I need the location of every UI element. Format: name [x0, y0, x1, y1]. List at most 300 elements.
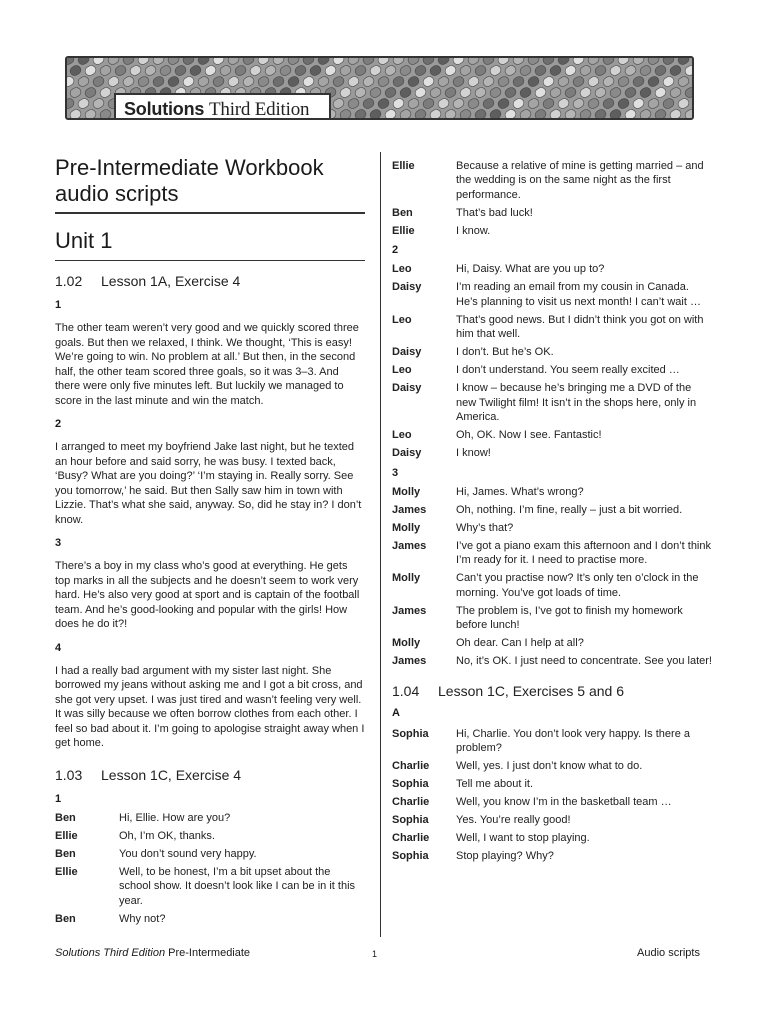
pattern-pill	[196, 58, 210, 66]
pattern-pill	[331, 58, 345, 66]
part-number: 3	[392, 466, 399, 479]
speaker-name: James	[392, 503, 427, 516]
pattern-pill	[68, 108, 82, 120]
dialogue-line	[392, 795, 712, 810]
script-paragraph: There’s a boy in my class who’s good at everything. He gets top marks in all the subjects and he doesn’t seem to work very hard. He’s also very good at sport and is captain of the football team. And he’s good-looking and popular with the girls! How does he do it?!	[55, 560, 360, 630]
pattern-pill	[271, 75, 285, 88]
pattern-pill	[121, 75, 135, 88]
pattern-pill	[98, 108, 112, 120]
dialogue-line	[392, 224, 712, 239]
pattern-pill	[98, 86, 112, 99]
pattern-pill	[533, 108, 547, 120]
pattern-pill	[473, 108, 487, 120]
pattern-pill	[526, 58, 540, 66]
pattern-pill	[143, 64, 157, 77]
pattern-pill	[368, 86, 382, 99]
dialogue-line	[392, 280, 712, 309]
dialogue-text: I don’t. But he’s OK.	[456, 346, 554, 358]
speaker-name: Sophia	[392, 850, 429, 862]
pattern-pill	[106, 75, 120, 88]
pattern-pill	[511, 75, 525, 88]
pattern-pill	[338, 108, 352, 120]
part-number: 1	[55, 299, 62, 311]
pattern-pill	[601, 75, 615, 88]
pattern-pill	[376, 75, 390, 88]
pattern-pill	[91, 97, 105, 110]
speaker-name: Sophia	[392, 778, 429, 790]
speaker-name: Molly	[392, 637, 421, 649]
pattern-pill	[113, 64, 127, 77]
pattern-pill	[406, 58, 420, 66]
pattern-pill	[256, 75, 270, 88]
pattern-pill	[181, 75, 195, 88]
dialogue-text: No, it’s OK. I just need to concentrate. See you later!	[456, 655, 712, 667]
pattern-pill	[428, 108, 442, 120]
dialogue-text: Well, you know I’m in the basketball team …	[456, 796, 672, 808]
pattern-pill	[451, 58, 465, 66]
pattern-pill	[616, 58, 630, 66]
dialogue-text: I’ve got a piano exam this afternoon and I don’t think I’m ready for it. I need to practise more.	[456, 539, 711, 566]
pattern-pill	[346, 97, 360, 110]
pattern-pill	[331, 75, 345, 88]
dialogue-text: I know – because he’s bringing me a DVD of the new Twilight film! It isn’t in the shops here, only in America.	[456, 382, 697, 423]
pattern-pill	[196, 75, 210, 88]
pattern-pill	[578, 64, 592, 77]
dialogue-text: Hi, James. What’s wrong?	[456, 485, 584, 498]
pattern-pill	[571, 75, 585, 88]
exercise-heading: 1.03 Lesson 1C, Exercise 4	[55, 766, 242, 783]
pattern-pill	[173, 64, 187, 77]
speaker-name: Daisy	[392, 281, 422, 293]
pattern-pill	[661, 75, 675, 88]
pattern-pill	[383, 108, 397, 120]
dialogue-line	[55, 865, 365, 909]
speaker-name: James	[392, 539, 427, 552]
pattern-pill	[638, 86, 652, 99]
pattern-pill	[83, 86, 97, 99]
dialogue-line	[392, 727, 712, 756]
pattern-pill	[653, 64, 667, 77]
pattern-pill	[586, 97, 600, 110]
pattern-pill	[413, 108, 427, 120]
pattern-pill	[683, 108, 694, 120]
dialogue-text: Because a relative of mine is getting married – and the wedding is on the same night as the first performance.	[456, 159, 704, 201]
pattern-pill	[458, 108, 472, 120]
speaker-name: Leo	[392, 364, 412, 376]
speaker-name: Leo	[392, 429, 412, 441]
dialogue-line	[392, 849, 712, 864]
speaker-name: Sophia	[392, 814, 429, 826]
pattern-pill	[391, 58, 405, 66]
pattern-pill	[76, 97, 90, 110]
speaker-name: Charlie	[392, 832, 430, 844]
part-number: 2	[55, 418, 62, 430]
pattern-pill	[361, 75, 375, 88]
pattern-pill	[541, 97, 555, 110]
pattern-pill	[83, 64, 97, 77]
exercise-heading: 1.04 Lesson 1C, Exercises 5 and 6	[392, 682, 624, 699]
pattern-pill	[541, 58, 555, 66]
pattern-pill	[421, 97, 435, 110]
pattern-pill	[563, 86, 577, 99]
pattern-pill	[503, 108, 517, 120]
dialogue-text: Why’s that?	[456, 521, 514, 534]
pattern-pill	[203, 64, 217, 77]
speaker-name: Ben	[55, 912, 76, 925]
dialogue-line	[392, 313, 712, 342]
pattern-pill	[346, 75, 360, 88]
footer-title: Solutions Third Edition Pre-Intermediate	[55, 947, 251, 959]
pattern-pill	[286, 58, 300, 66]
pattern-pill	[533, 64, 547, 77]
dialogue-line	[392, 654, 712, 669]
speaker-name: Charlie	[392, 796, 430, 808]
column-divider	[380, 152, 381, 937]
pattern-pill	[608, 86, 622, 99]
pattern-pill	[676, 58, 690, 66]
pattern-pill	[653, 86, 667, 99]
pattern-pill	[271, 58, 285, 66]
pattern-pill	[518, 86, 532, 99]
pattern-pill	[67, 58, 76, 66]
dialogue-line	[392, 262, 712, 277]
part-number: 4	[55, 641, 62, 654]
pattern-pill	[121, 58, 135, 66]
script-paragraph: I had a really bad argument with my sister last night. She borrowed my jeans without asking me and I got a bit cross, and she got very upset. I was just tired and wasn’t feeling very well. It was silly because we often borrow clothes from each other. I feel so bad about it. I’m going to apologise straight away when I get home.	[55, 664, 365, 749]
pattern-pill	[443, 86, 457, 99]
pattern-pill	[398, 108, 412, 120]
pattern-pill	[263, 64, 277, 77]
pattern-pill	[601, 97, 615, 110]
pattern-pill	[578, 86, 592, 99]
pattern-pill	[638, 64, 652, 77]
pattern-pill	[76, 75, 90, 88]
pattern-pill	[511, 58, 525, 66]
speaker-name: Ben	[392, 206, 413, 219]
dialogue-text: I’m reading an email from my cousin in Canada. He’s planning to visit us next month! I can’t wait …	[456, 281, 701, 308]
pattern-pill	[443, 64, 457, 77]
pattern-pill	[383, 86, 397, 99]
dialogue-line	[55, 847, 365, 862]
speaker-name: Molly	[392, 572, 421, 584]
dialogue-text: I know!	[456, 447, 491, 459]
pattern-pill	[158, 64, 172, 77]
dialogue-text: I know.	[456, 224, 491, 237]
pattern-pill	[361, 58, 375, 66]
dialogue-text: Oh, nothing. I’m fine, really – just a bit worried.	[456, 503, 683, 516]
speaker-name: Daisy	[392, 346, 422, 358]
speaker-name: Ellie	[55, 865, 78, 878]
pattern-pill	[323, 64, 337, 77]
dialogue-text: Well, yes. I just don’t know what to do.	[456, 760, 643, 772]
pattern-pill	[691, 75, 694, 88]
dialogue-line	[392, 831, 712, 846]
pattern-pill	[548, 64, 562, 77]
pattern-pill	[188, 64, 202, 77]
dialogue-text: That’s good news. But I didn’t think you got on with him that well.	[456, 313, 704, 340]
speaker-name: Molly	[392, 485, 421, 498]
pattern-pill	[511, 97, 525, 110]
speaker-name: James	[392, 604, 427, 617]
dialogue-line	[392, 446, 712, 461]
pattern-pill	[376, 97, 390, 110]
part-number: 3	[55, 537, 62, 549]
dialogue-line	[392, 636, 712, 651]
pattern-pill	[571, 97, 585, 110]
pattern-pill	[616, 75, 630, 88]
pattern-pill	[571, 58, 585, 66]
pattern-pill	[451, 97, 465, 110]
pattern-pill	[466, 97, 480, 110]
pattern-pill	[608, 108, 622, 120]
dialogue-text: Well, to be honest, I’m a bit upset about the school show. It doesn’t look like I can be in it this year.	[119, 865, 356, 907]
document-title: Pre-Intermediate Workbook audio scripts	[55, 155, 324, 206]
dialogue-line	[392, 759, 712, 774]
pattern-pill	[548, 108, 562, 120]
pattern-pill	[631, 97, 645, 110]
dialogue-text: Can’t you practise now? It’s only ten o’clock in the morning. You’ve got loads of time.	[456, 572, 699, 599]
pattern-pill	[211, 75, 225, 88]
pattern-pill	[406, 75, 420, 88]
pattern-pill	[436, 58, 450, 66]
dialogue-line	[392, 485, 712, 500]
pattern-pill	[301, 75, 315, 88]
pattern-pill	[428, 86, 442, 99]
dialogue-text: Yes. You’re really good!	[456, 814, 571, 826]
speaker-name: Leo	[392, 263, 412, 275]
pattern-pill	[91, 58, 105, 66]
pattern-pill	[526, 97, 540, 110]
pattern-pill	[623, 64, 637, 77]
speaker-name: Ben	[55, 811, 76, 824]
dialogue-line	[392, 503, 712, 518]
pattern-pill	[458, 64, 472, 77]
pattern-pill	[593, 64, 607, 77]
pattern-pill	[481, 58, 495, 66]
pattern-pill	[503, 86, 517, 99]
pattern-pill	[83, 108, 97, 120]
pattern-pill	[451, 75, 465, 88]
dialogue-line	[392, 571, 712, 600]
right-column	[392, 155, 712, 864]
pattern-pill	[91, 75, 105, 88]
dialogue-line	[392, 604, 712, 633]
script-paragraph: The other team weren’t very good and we quickly scored three goals. But then we relaxed, I think. We thought, ‘This is easy! We’re going to win. No problem at all.’ But then, in the second half, the other team scored three goals, so it was 3–3. And there were only five minutes left. But luckily we managed to score in the last minute and win the match.	[55, 322, 359, 407]
pattern-pill	[67, 75, 76, 88]
pattern-pill	[226, 75, 240, 88]
pattern-pill	[668, 108, 682, 120]
speaker-name: Daisy	[392, 382, 422, 394]
pattern-pill	[691, 97, 694, 110]
dialogue-text: Hi, Daisy. What are you up to?	[456, 263, 605, 275]
speaker-name: Molly	[392, 521, 421, 534]
pattern-pill	[391, 97, 405, 110]
pattern-pill	[676, 75, 690, 88]
pattern-pill	[661, 58, 675, 66]
pattern-pill	[466, 75, 480, 88]
dialogue-line	[392, 363, 712, 378]
pattern-pill	[556, 75, 570, 88]
pattern-pill	[376, 58, 390, 66]
pattern-pill	[691, 58, 694, 66]
pattern-pill	[488, 108, 502, 120]
pattern-pill	[608, 64, 622, 77]
pattern-pill	[331, 97, 345, 110]
pattern-pill	[68, 86, 82, 99]
pattern-pill	[488, 86, 502, 99]
dialogue-text: I don’t understand. You seem really excited …	[456, 364, 680, 376]
pattern-pill	[661, 97, 675, 110]
speaker-name: Daisy	[392, 447, 422, 459]
pattern-pill	[676, 97, 690, 110]
dialogue-text: Oh dear. Can I help at all?	[456, 637, 584, 649]
page-number: 1	[372, 949, 378, 959]
pattern-pill	[383, 64, 397, 77]
pattern-pill	[316, 75, 330, 88]
dialogue-text: Oh, OK. Now I see. Fantastic!	[456, 429, 602, 441]
pattern-pill	[548, 86, 562, 99]
pattern-pill	[256, 58, 270, 66]
pattern-pill	[481, 97, 495, 110]
pattern-pill	[436, 75, 450, 88]
left-column	[55, 155, 365, 926]
title-rule	[55, 212, 365, 214]
pattern-pill	[181, 58, 195, 66]
pattern-pill	[646, 97, 660, 110]
dialogue-line	[392, 206, 712, 221]
dialogue-line	[392, 428, 712, 443]
part-number: 2	[392, 244, 399, 256]
pattern-pill	[413, 86, 427, 99]
unit-title: Unit 1	[55, 228, 113, 253]
speaker-name: Ellie	[55, 829, 78, 842]
pattern-pill	[151, 75, 165, 88]
pattern-pill	[593, 86, 607, 99]
pattern-pill	[286, 75, 300, 88]
dialogue-text: You don’t sound very happy.	[119, 847, 257, 860]
pattern-pill	[646, 58, 660, 66]
pattern-pill	[563, 108, 577, 120]
pattern-pill	[586, 58, 600, 66]
pattern-pill	[631, 75, 645, 88]
exercise-heading: 1.02 Lesson 1A, Exercise 4	[55, 273, 241, 289]
pattern-pill	[361, 97, 375, 110]
pattern-pill	[106, 58, 120, 66]
speaker-name: Charlie	[392, 760, 430, 772]
pattern-pill	[541, 75, 555, 88]
speaker-name: Ellie	[392, 224, 415, 237]
pattern-pill	[683, 64, 694, 77]
pattern-pill	[293, 64, 307, 77]
pattern-pill	[601, 58, 615, 66]
pattern-pill	[473, 64, 487, 77]
pattern-pill	[458, 86, 472, 99]
pattern-pill	[368, 64, 382, 77]
pattern-pill	[653, 108, 667, 120]
pattern-pill	[398, 86, 412, 99]
dialogue-text: The problem is, I’ve got to finish my homework before lunch!	[456, 604, 683, 631]
dialogue-line	[392, 813, 712, 828]
pattern-pill	[503, 64, 517, 77]
footer-section: Audio scripts	[637, 947, 700, 959]
pattern-pill	[586, 75, 600, 88]
dialogue-text: Tell me about it.	[456, 778, 534, 790]
dialogue-text: Well, I want to stop playing.	[456, 832, 590, 844]
part-number: 1	[55, 792, 62, 805]
pattern-pill	[406, 97, 420, 110]
pattern-pill	[67, 97, 76, 110]
pattern-pill	[316, 58, 330, 66]
pattern-pill	[421, 75, 435, 88]
pattern-pill	[443, 108, 457, 120]
speaker-name: Ben	[55, 847, 76, 860]
speaker-name: James	[392, 655, 427, 667]
pattern-pill	[353, 86, 367, 99]
pattern-pill	[563, 64, 577, 77]
pattern-pill	[346, 58, 360, 66]
pattern-pill	[428, 64, 442, 77]
pattern-pill	[218, 64, 232, 77]
pattern-pill	[211, 58, 225, 66]
pattern-pill	[623, 86, 637, 99]
pattern-pill	[646, 75, 660, 88]
dialogue-text: Hi, Ellie. How are you?	[119, 811, 231, 824]
dialogue-line	[392, 345, 712, 360]
pattern-pill	[353, 64, 367, 77]
pattern-pill	[496, 58, 510, 66]
pattern-pill	[616, 97, 630, 110]
pattern-pill	[338, 86, 352, 99]
dialogue-line	[392, 539, 712, 568]
pattern-pill	[623, 108, 637, 120]
pattern-pill	[166, 58, 180, 66]
pattern-pill	[533, 86, 547, 99]
pattern-pill	[683, 86, 694, 99]
pattern-pill	[98, 64, 112, 77]
speaker-name: Leo	[392, 313, 412, 326]
pattern-pill	[136, 75, 150, 88]
pattern-pill	[308, 64, 322, 77]
dialogue-line	[392, 381, 712, 425]
pattern-pill	[436, 97, 450, 110]
pattern-pill	[556, 58, 570, 66]
pattern-pill	[578, 108, 592, 120]
dialogue-text: That’s bad luck!	[456, 206, 533, 219]
dialogue-line	[392, 159, 712, 203]
dialogue-text: Oh, I’m OK, thanks.	[119, 829, 215, 842]
pattern-pill	[518, 108, 532, 120]
dialogue-line	[55, 912, 365, 927]
pattern-pill	[631, 58, 645, 66]
pattern-pill	[496, 75, 510, 88]
pattern-pill	[481, 75, 495, 88]
pattern-pill	[518, 64, 532, 77]
dialogue-text: Stop playing? Why?	[456, 850, 554, 862]
dialogue-line	[55, 811, 365, 826]
pattern-pill	[128, 64, 142, 77]
pattern-pill	[638, 108, 652, 120]
dialogue-text: Why not?	[119, 912, 166, 925]
pattern-pill	[398, 64, 412, 77]
pattern-pill	[136, 58, 150, 66]
pattern-pill	[413, 64, 427, 77]
unit-rule	[55, 260, 365, 261]
pattern-pill	[488, 64, 502, 77]
pattern-pill	[466, 58, 480, 66]
dialogue-line	[392, 521, 712, 536]
speaker-name: Sophia	[392, 727, 429, 740]
pattern-pill	[233, 64, 247, 77]
